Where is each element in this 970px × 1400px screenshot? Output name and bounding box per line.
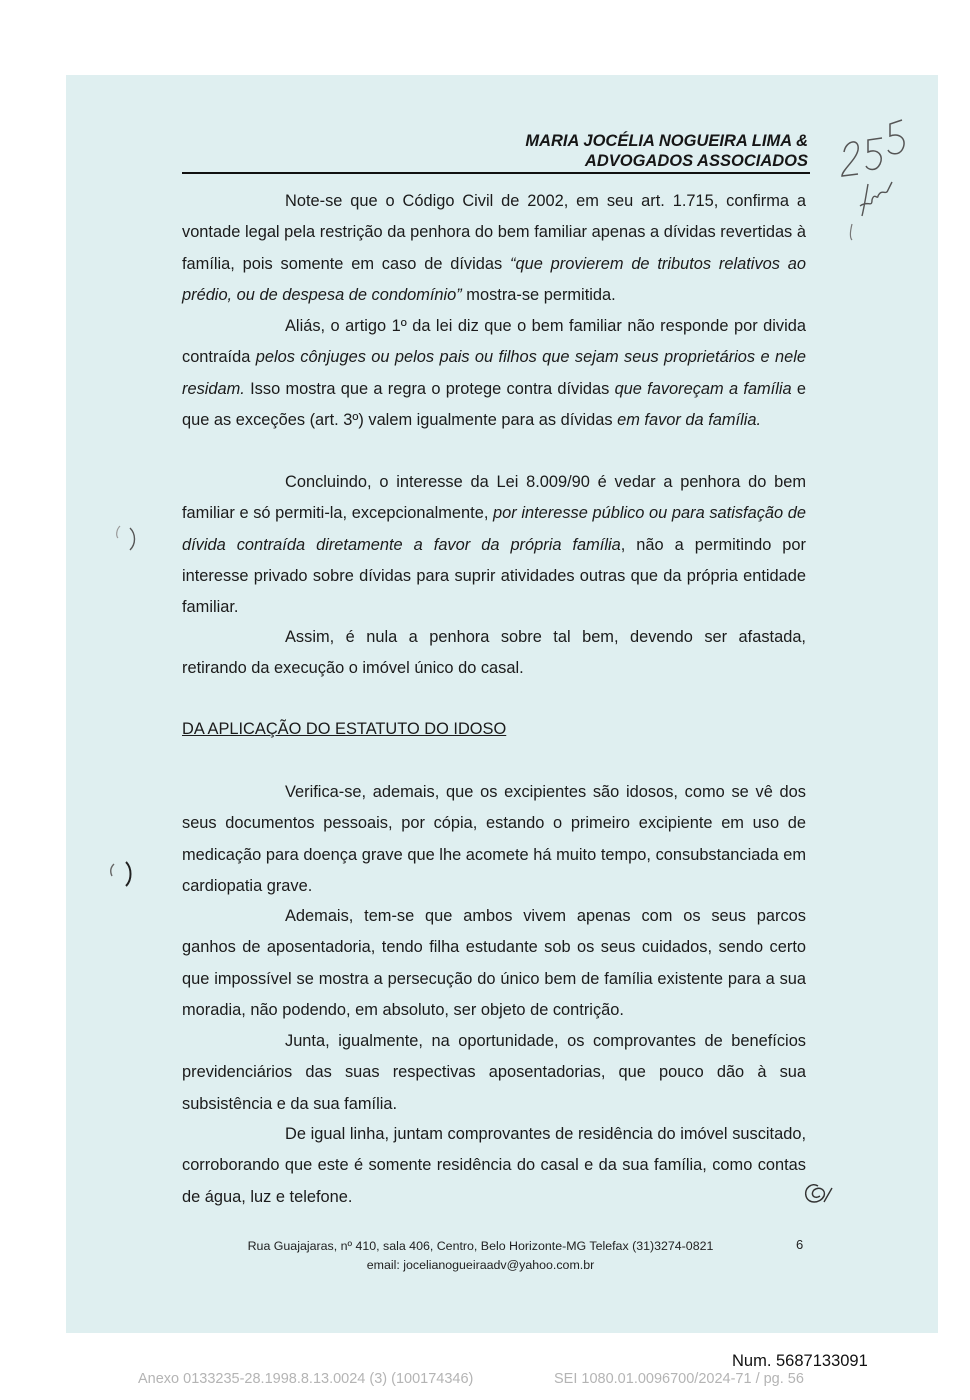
letterhead-rule xyxy=(182,172,810,174)
text-run: Note-se que o Código Civil de 2002, em seu art. 1.715, confirma a vontade legal pela restrição da penhora do bem familiar apenas a dívidas revertidas à família, pois somente em caso de dívidas xyxy=(182,192,806,273)
margin-punch-mark xyxy=(104,856,140,892)
document-number-stamp: Num. 5687133091 xyxy=(732,1352,868,1370)
italic-run: por interesse público ou para satisfação de dívida contraída diretamente a favor da própria família xyxy=(182,504,806,554)
margin-punch-mark xyxy=(110,520,146,556)
paragraph xyxy=(182,186,806,311)
paragraph xyxy=(182,901,806,1026)
text-run: mostra-se permitida. xyxy=(461,285,616,304)
footer-address: Rua Guajajaras, nº 410, sala 406, Centro, Belo Horizonte-MG Telefax (31)3274-0821 xyxy=(247,1239,714,1253)
letterhead xyxy=(430,131,808,171)
italic-run: em favor da família. xyxy=(617,410,762,429)
page-number: 6 xyxy=(796,1237,804,1252)
text-run: Assim, é nula a penhora sobre tal bem, devendo ser afastada, retirando da execução o imóvel único do casal. xyxy=(182,628,806,678)
text-run: De igual linha, juntam comprovantes de residência do imóvel suscitado, corroborando que este é somente residência do casal e da sua família, como contas de água, luz e telefone. xyxy=(182,1125,806,1206)
paragraph xyxy=(182,311,806,436)
text-run: Junta, igualmente, na oportunidade, os comprovantes de benefícios previdenciários das suas respectivas aposentadorias, que pouco dão à sua subsistência e da sua família. xyxy=(182,1032,806,1113)
letterhead-line-1: MARIA JOCÉLIA NOGUEIRA LIMA & xyxy=(525,132,808,150)
paragraph xyxy=(182,1026,806,1120)
paragraph xyxy=(182,777,806,902)
footer xyxy=(218,1237,743,1275)
text-run: Concluindo, o interesse da Lei 8.009/90 é vedar a penhora do bem familiar e só permiti-la, excepcionalmente, xyxy=(182,473,806,523)
paragraph xyxy=(182,467,806,623)
text-run: Aliás, o artigo 1º da lei diz que o bem familiar não responde por divida contraída xyxy=(182,317,806,367)
italic-run: “que provierem de tributos relativos ao prédio, ou de despesa de condomínio” xyxy=(182,254,806,304)
handwritten-rubric xyxy=(796,1172,836,1212)
footer-email: email: jocelianogueiraadv@yahoo.com.br xyxy=(366,1258,595,1272)
handwritten-folio-annotation xyxy=(838,112,918,247)
text-run: Verifica-se, ademais, que os excipientes são idosos, como se vê dos seus documentos pessoais, por cópia, estando o primeiro excipiente em uso de medicação para doença grave que lhe acomete há muito tempo, consubstanciada em cardiopatia grave. xyxy=(182,783,806,895)
italic-run: pelos cônjuges ou pelos pais ou filhos que sejam seus proprietários e nele residam. xyxy=(182,348,806,398)
section-title: DA APLICAÇÃO DO ESTATUTO DO IDOSO xyxy=(182,720,507,738)
annex-reference: Anexo 0133235-28.1998.8.13.0024 (3) (100174346) xyxy=(138,1371,474,1387)
text-run: e que as exceções (art. 3º) valem igualmente para as dívidas xyxy=(182,379,806,429)
paragraph xyxy=(182,1119,806,1213)
letterhead-line-2: ADVOGADOS ASSOCIADOS xyxy=(584,152,808,170)
text-run: , não a permitindo por interesse privado sobre dívidas para suprir atividades outras que da própria entidade familiar. xyxy=(182,535,806,617)
paragraph xyxy=(182,622,806,685)
text-run: Isso mostra que a regra o protege contra dívidas xyxy=(244,379,615,398)
text-run: Ademais, tem-se que ambos vivem apenas com os seus parcos ganhos de aposentadoria, tendo filha estudante sob os seus cuidados, sendo certo que impossível se mostra a persecução do único bem de família existente para a sua moradia, não podendo, em absoluto, ser objeto de contrição. xyxy=(182,907,806,1019)
italic-run: que favoreçam a família xyxy=(614,379,792,398)
sei-reference: SEI 1080.01.0096700/2024-71 / pg. 56 xyxy=(554,1371,804,1387)
